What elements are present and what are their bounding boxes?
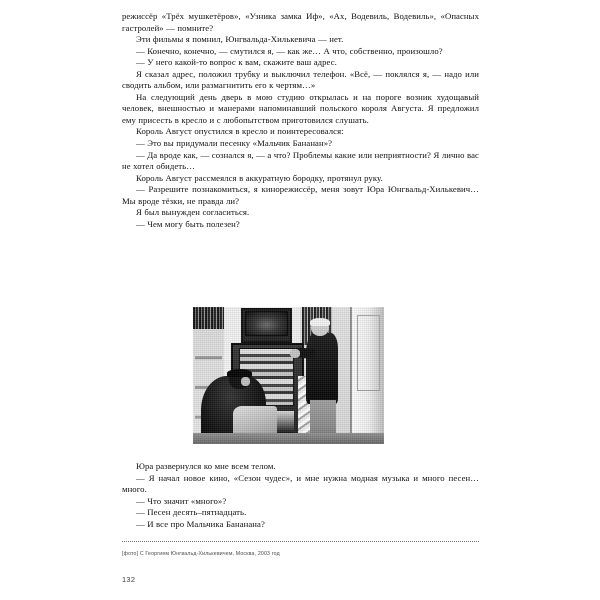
footnote-separator <box>122 541 479 543</box>
paragraph: На следующий день дверь в мою студию открылась и на пороге возник худощавый человек, внешностью и манерами напоминавший польского короля Августа. Я предложил ему присесть в кресло и с любопытством приготовился слушать. <box>122 91 479 125</box>
paragraph: — Да вроде как, — сознался я, — а что? Проблемы какие или неприятности? Я лично вас не хотел обидеть… <box>122 149 479 172</box>
paragraph: — И все про Мальчика Бананана? <box>136 518 265 529</box>
paragraph: Король Август рассмеялся в аккуратную бородку, протянул руку. <box>136 172 383 183</box>
photo-television-screen <box>245 311 289 336</box>
paragraph: Юра развернулся ко мне всем телом. <box>136 461 276 471</box>
photograph-image <box>193 307 384 444</box>
paragraph: Эти фильмы я помнил, Юнгвальда-Хилькевича — нет. <box>136 34 344 45</box>
photo-bookshelf-left <box>193 307 224 329</box>
paragraph: — У него какой-то вопрос к вам, скажите ваш адрес. <box>136 57 337 68</box>
photo-caption: [фото] С Георгием Юнгвальд-Хилькевичем, Москва, 2003 год <box>122 551 280 557</box>
paragraph: Я сказал адрес, положил трубку и выключил телефон. «Всё, — поклялся я, — надо или сводить альбом, или размагнитить его к чертям…» <box>122 68 479 91</box>
paragraph: — Конечно, конечно, — смутился я, — как же… А что, собственно, произошло? <box>136 45 443 56</box>
paragraph: — Чем могу быть полезен? <box>136 218 240 229</box>
photo-person-standing-hand <box>290 349 300 357</box>
paragraph: — Песен десять–пятнадцать. <box>136 507 247 518</box>
photograph <box>193 307 384 444</box>
photo-floor <box>193 433 384 444</box>
photo-person-standing-body <box>306 333 338 404</box>
paragraph: Король Август опустился в кресло и поинтересовался: <box>136 126 344 137</box>
paragraph: режиссёр «Трёх мушкетёров», «Узника замка Иф», «Ах, Водевиль, Водевиль», «Опасных гастролей» — помните? <box>122 11 479 33</box>
photo-person-seated-cap <box>227 369 252 377</box>
body-text-column-lower <box>122 461 479 530</box>
photo-person-standing-hair <box>310 318 329 326</box>
body-text-column <box>122 11 479 230</box>
paragraph: — Разрешите познакомиться, я кинорежиссёр, меня зовут Юра Юнгвальд-Хилькевич… Мы вроде тёзки, не правда ли? <box>122 184 479 206</box>
paragraph: Я был вынужден согласиться. <box>136 207 250 218</box>
page-number: 132 <box>122 575 136 584</box>
paragraph: — Это вы придумали песенку «Мальчик Бананан»? <box>136 138 333 149</box>
paragraph: — Я начал новое кино, «Сезон чудес», и мне нужна модная музыка и много песен… много. <box>122 472 479 495</box>
photo-door-panel <box>357 315 380 390</box>
paragraph: — Что значит «много»? <box>136 495 227 506</box>
